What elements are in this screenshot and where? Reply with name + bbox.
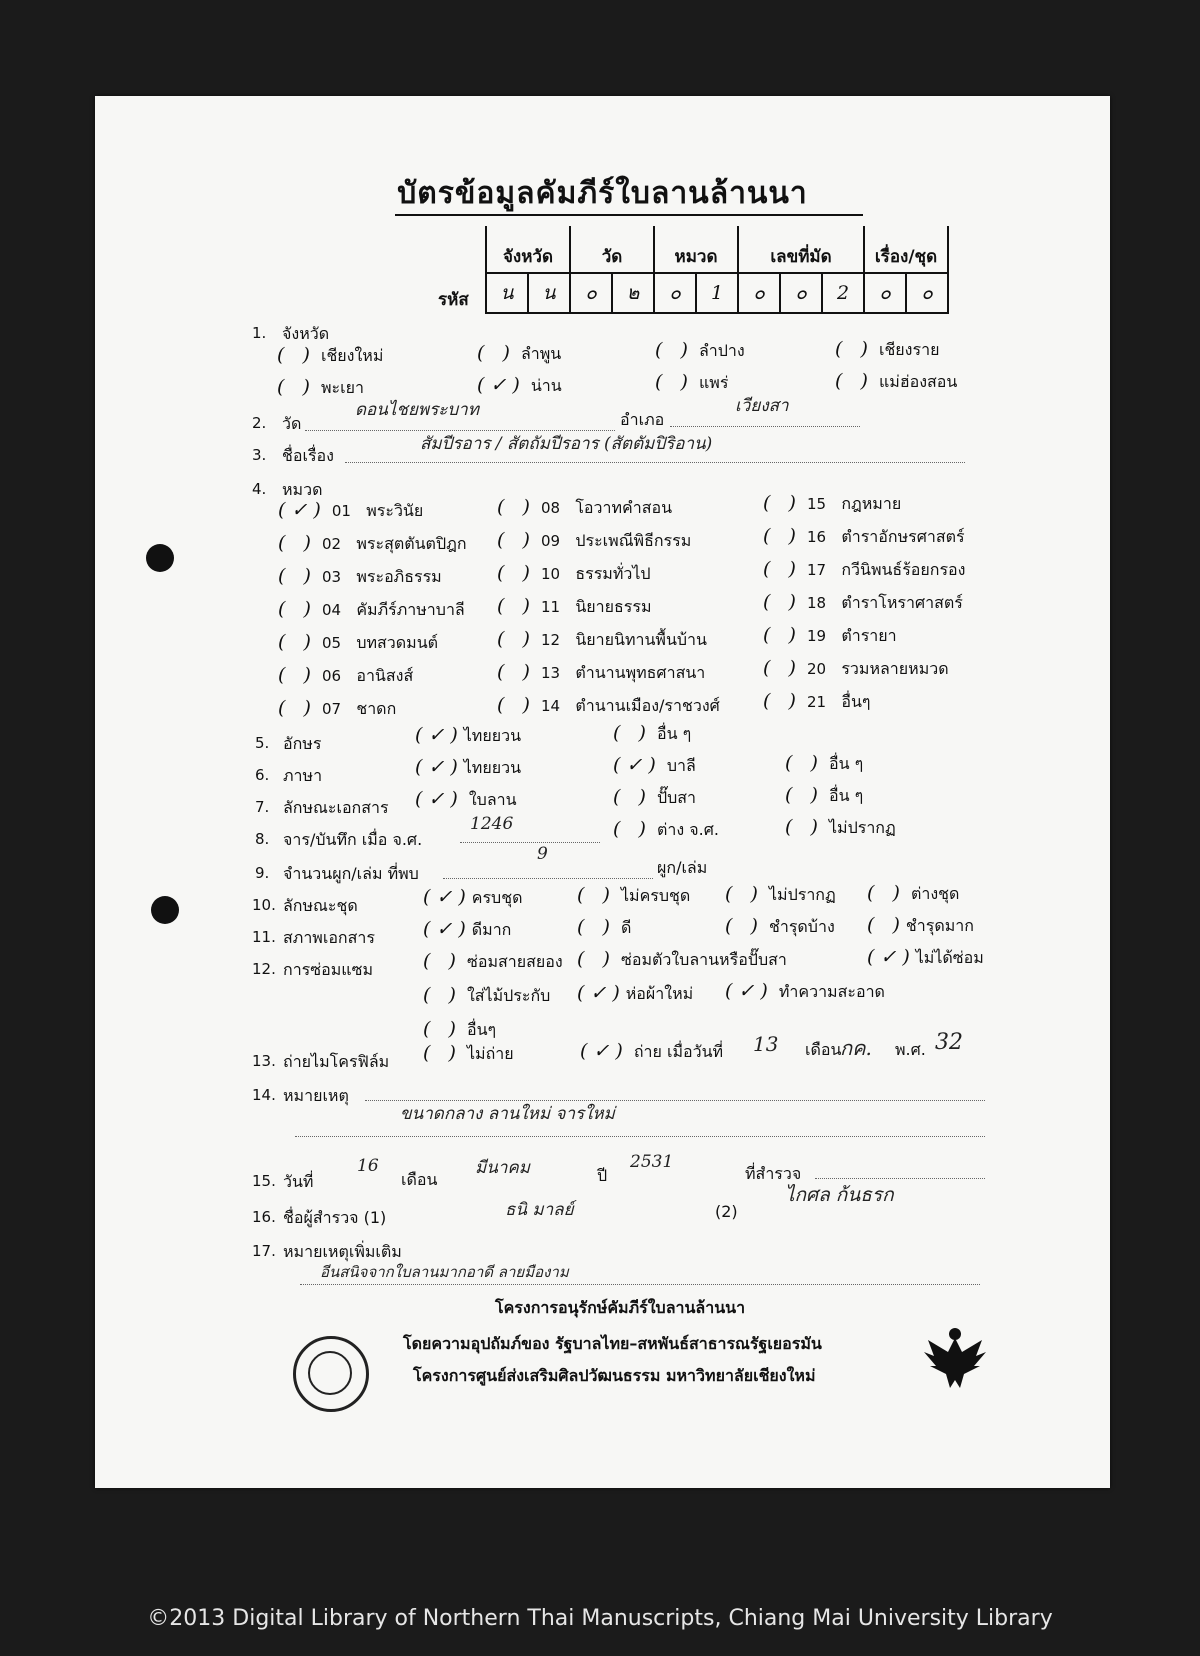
remarks-value[interactable]: ขนาดกลาง ลานใหม่ จารใหม่: [400, 1104, 615, 1124]
repair-option[interactable]: (✓)ไม่ได้ซ่อม: [867, 946, 984, 968]
province-option[interactable]: ( ) พะเยา: [277, 376, 364, 398]
s4-label: หมวด: [282, 480, 323, 499]
category-option[interactable]: ( ) 13 ตำนานพุทธศาสนา: [497, 661, 706, 683]
s17-number: 17.: [252, 1242, 276, 1260]
code-header-bundle: เลขที่มัด: [738, 226, 864, 273]
surveyor-1[interactable]: ธนิ มาลย์: [505, 1200, 574, 1220]
footer-center: โครงการศูนย์ส่งเสริมศิลปวัฒนธรรม มหาวิทยาลัยเชียงใหม่: [413, 1366, 816, 1385]
s1-label: จังหวัด: [282, 324, 330, 343]
category-option[interactable]: ( ) 06 อานิสงส์: [278, 664, 414, 686]
story-value[interactable]: สัมปีรอาร / สัตถัมปีรอาร (สัตตัมปิริอาน): [420, 434, 713, 454]
survey-year[interactable]: 2531: [630, 1152, 674, 1172]
province-option[interactable]: ( ) แม่ฮ่องสอน: [835, 370, 958, 392]
category-option[interactable]: ( ) 16 ตำราอักษรศาสตร์: [763, 525, 965, 547]
code-digit: ๐: [906, 273, 948, 313]
s15-number: 15.: [252, 1172, 276, 1190]
repair-option[interactable]: ( ) ใส่ไม้ประกับ: [423, 984, 551, 1006]
doctype-option[interactable]: ( ) อื่น ๆ: [785, 784, 864, 806]
footer-project: โครงการอนุรักษ์คัมภีร์ใบลานล้านนา: [495, 1298, 746, 1317]
s14-number: 14.: [252, 1086, 276, 1104]
cs-option[interactable]: ( ) ไม่ปรากฏ: [785, 816, 896, 838]
title-underline: [395, 214, 863, 216]
s17-label: หมายเหตุเพิ่มเติม: [283, 1242, 402, 1261]
code-header-story: เรื่อง/ชุด: [864, 226, 948, 273]
microfilm-month[interactable]: กค.: [840, 1036, 872, 1060]
code-digit: ๐: [654, 273, 696, 313]
amphoe-label: อำเภอ: [620, 410, 665, 429]
condition-option[interactable]: ( )ชำรุดมาก: [867, 914, 974, 936]
microfilm-day[interactable]: 13: [753, 1032, 779, 1056]
category-option[interactable]: ( ) 09 ประเพณีพิธีกรรม: [497, 529, 692, 551]
s6-label: ภาษา: [283, 766, 323, 785]
s8-number: 8.: [255, 830, 270, 848]
s3-number: 3.: [252, 446, 267, 464]
s3-label: ชื่อเรื่อง: [282, 446, 334, 465]
language-option[interactable]: (✓)ไทยยวน: [415, 756, 522, 778]
script-option[interactable]: ( ) อื่น ๆ: [613, 722, 692, 744]
microfilm-option[interactable]: (✓) ถ่าย เมื่อวันที่: [580, 1040, 724, 1062]
fascicle-count-line: [443, 878, 653, 879]
repair-option[interactable]: (✓) ทำความสะอาด: [725, 980, 885, 1002]
card-title: บัตรข้อมูลคัมภีร์ใบลานล้านนา: [397, 176, 808, 211]
record-card: [95, 96, 1110, 1488]
s7-label: ลักษณะเอกสาร: [283, 798, 389, 817]
script-option[interactable]: (✓)ไทยยวน: [415, 724, 522, 746]
s1-number: 1.: [252, 324, 267, 342]
repair-option[interactable]: (✓)ห่อผ้าใหม่: [577, 982, 694, 1004]
code-digit: ๐: [864, 273, 906, 313]
punch-hole: [151, 896, 179, 924]
microfilm-year[interactable]: 32: [935, 1030, 963, 1055]
code-digit: 2: [822, 273, 864, 313]
survey-place-label: ที่สำรวจ: [745, 1164, 802, 1183]
repair-option[interactable]: ( ) ซ่อมตัวใบลานหรือปั๊บสา: [577, 948, 787, 970]
s7-number: 7.: [255, 798, 270, 816]
fascicle-unit: ผูก/เล่ม: [657, 858, 708, 877]
category-option[interactable]: ( ) 05 บทสวดมนต์: [278, 631, 439, 653]
code-header-province: จังหวัด: [486, 226, 570, 273]
story-line: [345, 462, 965, 463]
remarks-line-2: [295, 1136, 985, 1137]
set-option[interactable]: (✓)ครบชุด: [423, 886, 523, 908]
surveyor-2[interactable]: ไกศล ก้นธรก: [785, 1184, 894, 1206]
category-option[interactable]: ( ) 03 พระอภิธรรม: [278, 565, 442, 587]
province-option[interactable]: ( ) เชียงใหม่: [277, 344, 384, 366]
code-digit: ๐: [780, 273, 822, 313]
category-option[interactable]: ( ) 15 กฎหมาย: [763, 492, 902, 514]
temple-value[interactable]: ดอนไชยพระบาท: [355, 400, 479, 420]
category-option[interactable]: ( ) 12 นิยายนิทานพื้นบ้าน: [497, 628, 707, 650]
copyright-caption: ©2013 Digital Library of Northern Thai Manuscripts, Chiang Mai University Library: [147, 1606, 1053, 1631]
language-option[interactable]: ( ) อื่น ๆ: [785, 752, 864, 774]
punch-hole: [146, 544, 174, 572]
cs-year-line: [460, 842, 600, 843]
surveyor-2-label: (2): [715, 1202, 738, 1221]
code-digit: น: [528, 273, 570, 313]
province-option[interactable]: ( ) แพร่: [655, 371, 729, 393]
survey-month-label: เดือน: [401, 1170, 438, 1189]
s13-label: ถ่ายไมโครฟิล์ม: [283, 1052, 390, 1071]
survey-year-label: ปี: [597, 1166, 608, 1185]
category-option[interactable]: ( ) 08 โอวาทคำสอน: [497, 496, 673, 518]
s9-label: จำนวนผูก/เล่ม ที่พบ: [283, 864, 419, 883]
category-option[interactable]: ( ) 18 ตำราโหราศาสตร์: [763, 591, 963, 613]
doctype-option[interactable]: ( ) ปั๊บสา: [613, 786, 697, 808]
s4-number: 4.: [252, 480, 267, 498]
code-label: รหัส: [438, 290, 469, 310]
s12-number: 12.: [252, 960, 276, 978]
s11-label: สภาพเอกสาร: [283, 928, 375, 947]
survey-place-line: [815, 1178, 985, 1179]
category-option[interactable]: ( ) 17 กวีนิพนธ์ร้อยกรอง: [763, 558, 966, 580]
condition-option[interactable]: ( ) ดี: [577, 916, 632, 938]
code-header-category: หมวด: [654, 226, 738, 273]
set-option[interactable]: ( ) ไม่ครบชุด: [577, 884, 691, 906]
s2-label: วัด: [282, 414, 302, 433]
microfilm-year-label: พ.ศ.: [895, 1040, 926, 1059]
code-digit: 1: [696, 273, 738, 313]
s16-number: 16.: [252, 1208, 276, 1226]
s11-number: 11.: [252, 928, 276, 946]
s9-number: 9.: [255, 864, 270, 882]
microfilm-option[interactable]: ( ) ไม่ถ่าย: [423, 1042, 514, 1064]
microfilm-month-label: เดือน: [805, 1040, 842, 1059]
s14-label: หมายเหตุ: [283, 1086, 349, 1105]
footer-sponsor: โดยความอุปถัมภ์ของ รัฐบาลไทย–สหพันธ์สาธารณรัฐเยอรมัน: [403, 1334, 822, 1353]
category-option[interactable]: ( ) 14 ตำนานเมือง/ราชวงศ์: [497, 694, 720, 716]
additional-remarks-value[interactable]: อีนสนิจจากใบลานมากอาดี ลายมืองาม: [320, 1263, 569, 1281]
survey-month[interactable]: มีนาคม: [475, 1158, 530, 1178]
s5-number: 5.: [255, 734, 270, 752]
category-option[interactable]: ( ) 04 คัมภีร์ภาษาบาลี: [278, 598, 465, 620]
university-seal-icon: [293, 1336, 369, 1412]
s12-label: การซ่อมแซม: [283, 960, 373, 979]
condition-option[interactable]: (✓)ดีมาก: [423, 918, 512, 940]
category-option[interactable]: ( ) 07 ชาดก: [278, 697, 397, 719]
s6-number: 6.: [255, 766, 270, 784]
s5-label: อักษร: [283, 734, 322, 753]
s10-label: ลักษณะชุด: [283, 896, 358, 915]
s13-number: 13.: [252, 1052, 276, 1070]
category-option[interactable]: ( ) 20 รวมหลายหมวด: [763, 657, 949, 679]
cs-year-value[interactable]: 1246: [470, 814, 514, 834]
category-option[interactable]: ( ) 11 นิยายธรรม: [497, 595, 652, 617]
condition-option[interactable]: ( ) ชำรุดบ้าง: [725, 915, 835, 937]
code-digit: ๐: [570, 273, 612, 313]
code-header-temple: วัด: [570, 226, 654, 273]
category-option[interactable]: ( ) 10 ธรรมทั่วไป: [497, 562, 651, 584]
s8-label: จาร/บันทึก เมื่อ จ.ศ.: [283, 830, 423, 849]
code-table: [485, 226, 949, 314]
s16-label: ชื่อผู้สำรวจ (1): [283, 1208, 387, 1227]
category-option[interactable]: (✓) 01 พระวินัย: [278, 499, 424, 521]
set-option[interactable]: ( ) ไม่ปรากฏ: [725, 883, 836, 905]
language-option[interactable]: (✓) บาลี: [613, 754, 696, 776]
amphoe-value[interactable]: เวียงสา: [735, 396, 789, 416]
doctype-option[interactable]: (✓) ใบลาน: [415, 788, 517, 810]
s10-number: 10.: [252, 896, 276, 914]
repair-option[interactable]: ( ) ซ่อมสายสยอง: [423, 950, 563, 972]
amphoe-line: [670, 426, 860, 427]
fascicle-count-value[interactable]: 9: [537, 844, 548, 864]
category-option[interactable]: ( ) 21 อื่นๆ: [763, 690, 871, 712]
category-option[interactable]: ( ) 02 พระสุตตันตปิฎก: [278, 532, 467, 554]
province-option[interactable]: ( ) ลำพูน: [477, 342, 562, 364]
s15-label: วันที่: [283, 1172, 314, 1191]
s2-number: 2.: [252, 414, 267, 432]
survey-day[interactable]: 16: [357, 1156, 379, 1176]
province-option[interactable]: ( ) เชียงราย: [835, 338, 940, 360]
cs-option[interactable]: ( ) ต่าง จ.ศ.: [613, 818, 719, 840]
province-option[interactable]: ( ) ลำปาง: [655, 339, 745, 361]
code-digit: ๒: [612, 273, 654, 313]
repair-option[interactable]: ( ) อื่นๆ: [423, 1018, 497, 1040]
category-option[interactable]: ( ) 19 ตำรายา: [763, 624, 897, 646]
code-digit: น: [486, 273, 528, 313]
code-digit: ๐: [738, 273, 780, 313]
german-eagle-icon: [920, 1322, 990, 1392]
set-option[interactable]: ( ) ต่างชุด: [867, 882, 960, 904]
province-option[interactable]: (✓) น่าน: [477, 374, 562, 396]
additional-remarks-line: [300, 1284, 980, 1285]
